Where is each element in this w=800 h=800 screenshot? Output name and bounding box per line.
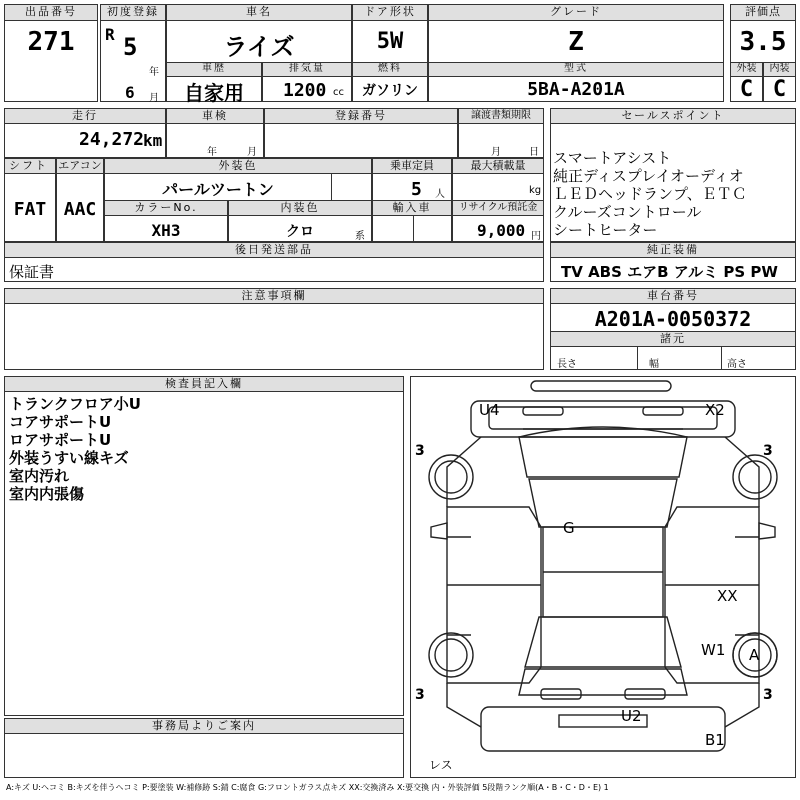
damage-mark: W1 xyxy=(701,641,726,659)
inspection-year-unit: 年 xyxy=(207,147,217,158)
ext-color: パールツートン xyxy=(162,180,274,199)
history-cell xyxy=(166,62,262,105)
displacement-unit: cc xyxy=(333,87,344,98)
car-name: ライズ xyxy=(223,33,295,61)
tire-count-fr: 3 xyxy=(763,443,773,459)
damage-mark: B1 xyxy=(705,731,725,749)
first-reg-month: 6 xyxy=(125,83,135,102)
first-reg-header: 初度登録 xyxy=(100,4,166,21)
inspector-note: ロアサポートU xyxy=(9,431,112,449)
capacity-cell xyxy=(372,158,452,202)
score-cell xyxy=(730,4,796,64)
exterior-score-cell xyxy=(730,62,763,102)
color-no-cell xyxy=(104,200,228,242)
ac-header: エアコン xyxy=(56,158,104,174)
inspector-note: トランクフロア小U xyxy=(9,395,141,413)
transfer-day-unit: 日 xyxy=(529,147,539,158)
int-color: クロ xyxy=(286,224,314,240)
transfer-header: 譲渡書類期限 xyxy=(458,108,544,124)
mileage-header: 走行 xyxy=(4,108,166,124)
score-header: 評価点 xyxy=(730,4,796,21)
sales-point: シートヒーター xyxy=(553,221,658,239)
tire-count-rl: 3 xyxy=(415,687,425,703)
inspection-cell xyxy=(166,108,264,158)
grade-cell xyxy=(428,4,724,64)
exterior-header: 外装 xyxy=(730,62,763,77)
door-header: ドア形状 xyxy=(352,4,428,21)
grade: Z xyxy=(568,27,584,57)
damage-mark: G xyxy=(563,519,575,537)
int-color-cell xyxy=(228,200,372,242)
shift-cell xyxy=(4,158,56,242)
first-reg-cell xyxy=(100,4,166,102)
interior-score-cell xyxy=(763,62,796,102)
car-name-cell xyxy=(166,4,352,64)
capacity-unit: 人 xyxy=(435,189,445,200)
mileage-cell xyxy=(4,108,166,158)
notes-header: 注意事項欄 xyxy=(4,288,544,304)
sales-point: 純正ディスプレイオーディオ xyxy=(553,167,744,185)
sales-point: ＬＥＤヘッドランプ、ＥＴＣ xyxy=(553,185,747,203)
chassis-no: A201A-0050372 xyxy=(594,307,752,331)
damage-mark: A xyxy=(749,646,760,664)
inspector-note: コアサポートU xyxy=(9,413,112,431)
sales-points-list xyxy=(553,149,747,239)
inspector-note: 室内汚れ xyxy=(9,467,70,485)
sales-point: スマートアシスト xyxy=(553,149,672,167)
genuine-cell xyxy=(550,242,796,282)
recycle: 9,000 xyxy=(477,221,526,240)
reg-no-header: 登録番号 xyxy=(264,108,458,124)
specs-header: 諸元 xyxy=(550,331,796,347)
model-cell xyxy=(428,62,724,102)
inspector-cell xyxy=(4,376,404,716)
chassis-cell xyxy=(550,288,796,370)
ext-color-header: 外装色 xyxy=(104,158,372,174)
legend: A:キズ U:ヘコミ B:キズを伴うヘコミ P:要塗装 W:補修跡 S:錆 C:腐食 G:フロントガラス点キズ XX:交換済み X:要交換 内・外装評価 5段階ランク順(A・B・C・D・E) 1 xyxy=(6,783,609,792)
displacement-header: 排気量 xyxy=(262,62,352,77)
displacement: 1200 xyxy=(283,80,327,101)
later-parts-header: 後日発送部品 xyxy=(4,242,544,258)
sales-points-cell xyxy=(550,108,796,242)
recycle-cell xyxy=(452,200,544,242)
genuine-header: 純正装備 xyxy=(550,242,796,258)
first-reg-era: R xyxy=(105,25,115,44)
shift: FAT xyxy=(13,199,47,220)
inspector-note: 室内内張傷 xyxy=(9,485,85,503)
car-outline-diagram xyxy=(411,377,795,777)
later-parts: 保証書 xyxy=(9,263,55,281)
exterior-score: C xyxy=(739,77,754,102)
fuel-header: 燃料 xyxy=(352,62,428,77)
model: 5BA-A201A xyxy=(527,79,625,100)
car-name-header: 車名 xyxy=(166,4,352,21)
int-color-header: 内装色 xyxy=(228,200,372,216)
capacity: 5 xyxy=(411,179,422,200)
max-load-unit: kg xyxy=(529,185,542,196)
capacity-header: 乗車定員 xyxy=(372,158,452,174)
genuine-equipment: TV ABS エアB アルミ PS PW xyxy=(561,263,778,281)
damage-mark: XX xyxy=(717,587,738,605)
score: 3.5 xyxy=(739,27,787,57)
spec-height: 高さ xyxy=(727,359,747,370)
first-reg-month-unit: 月 xyxy=(149,93,159,104)
inspector-notes xyxy=(9,395,141,503)
inspector-header: 検査員記入欄 xyxy=(4,376,404,392)
transfer-month-unit: 月 xyxy=(491,147,501,158)
color-no-header: カラーNo. xyxy=(104,200,228,216)
interior-score: C xyxy=(772,77,787,102)
inspector-note: 外装うすい線キズ xyxy=(9,449,129,467)
grade-header: グレード xyxy=(428,4,724,21)
notes-cell xyxy=(4,288,544,370)
max-load-cell xyxy=(452,158,544,202)
import-header: 輸入車 xyxy=(372,200,452,216)
displacement-cell xyxy=(262,62,352,102)
lot-no-cell xyxy=(4,4,98,102)
spec-width: 幅 xyxy=(649,359,659,370)
sales-point: クルーズコントロール xyxy=(553,203,702,221)
inspection-header: 車検 xyxy=(166,108,264,124)
history: 自家用 xyxy=(184,81,244,105)
color-no: XH3 xyxy=(151,221,181,240)
damage-mark: U4 xyxy=(479,401,500,419)
recycle-header: リサイクル預託金 xyxy=(452,200,544,216)
ext-color-cell xyxy=(104,158,372,202)
history-header: 車歴 xyxy=(166,62,262,77)
tire-count-fl: 3 xyxy=(415,443,425,459)
tire-count-rr: 3 xyxy=(763,687,773,703)
ac-cell xyxy=(56,158,104,242)
chassis-header: 車台番号 xyxy=(550,288,796,304)
fuel: ガソリン xyxy=(362,83,418,99)
door: 5W xyxy=(376,29,404,54)
spec-length: 長さ xyxy=(557,359,577,370)
int-color-unit: 系 xyxy=(355,231,365,242)
mileage-unit: km xyxy=(143,131,163,150)
reg-no-cell xyxy=(264,108,458,158)
lot-no: 271 xyxy=(27,27,75,57)
later-parts-cell xyxy=(4,242,544,282)
interior-header: 内装 xyxy=(763,62,796,77)
mileage: 24,272 xyxy=(79,129,145,150)
sales-points-header: セールスポイント xyxy=(550,108,796,124)
ac: AAC xyxy=(63,199,97,220)
first-reg-year: 5 xyxy=(123,33,138,61)
damage-diagram xyxy=(410,376,796,778)
import-cell xyxy=(372,200,452,242)
damage-mark: X2 xyxy=(705,401,725,419)
shift-header: シフト xyxy=(4,158,56,174)
first-reg-year-unit: 年 xyxy=(149,67,159,78)
fuel-cell xyxy=(352,62,428,102)
recycle-unit: 円 xyxy=(531,231,541,242)
office-cell xyxy=(4,718,404,778)
door-cell xyxy=(352,4,428,64)
lot-no-header: 出品番号 xyxy=(4,4,98,21)
spare-tire-note: レス xyxy=(429,758,453,772)
model-header: 型式 xyxy=(428,62,724,77)
transfer-cell xyxy=(458,108,544,158)
max-load-header: 最大積載量 xyxy=(452,158,544,174)
inspection-month-unit: 月 xyxy=(247,147,257,158)
office-header: 事務局よりご案内 xyxy=(4,718,404,734)
damage-mark: U2 xyxy=(621,707,642,725)
